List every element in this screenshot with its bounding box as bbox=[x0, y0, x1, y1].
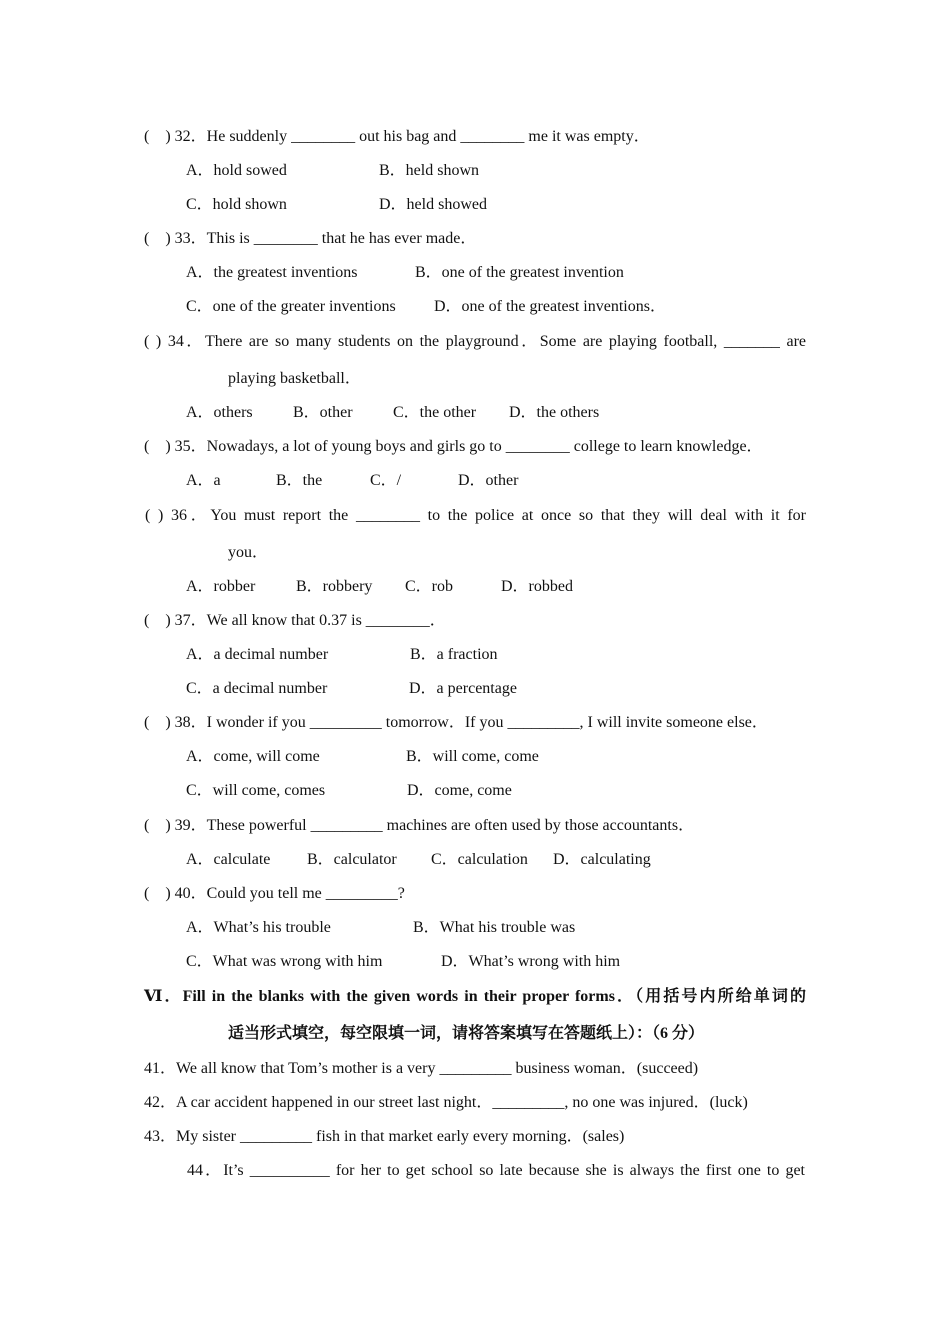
option-a: A．robber bbox=[186, 578, 256, 595]
option-c: C．hold shown bbox=[186, 196, 287, 213]
option-d: D．the others bbox=[509, 404, 600, 421]
option-b: B．a fraction bbox=[410, 646, 498, 663]
option-b: B．robbery bbox=[296, 578, 373, 595]
option-d: D．calculating bbox=[553, 851, 651, 868]
option-c: C．one of the greater inventions bbox=[186, 298, 396, 315]
option-b: B．What his trouble was bbox=[413, 919, 576, 936]
option-c: C．rob bbox=[405, 578, 454, 595]
question-36-continued: you． bbox=[228, 544, 269, 561]
section-heading: Ⅵ．Fill in the blanks with the given words in their proper forms．（用括号内所给单词的 bbox=[144, 988, 806, 1005]
question-35: ( ) 35．Nowadays, a lot of young boys and girls go to ________ college to learn knowledge． bbox=[144, 438, 763, 455]
option-c: C．What was wrong with him bbox=[186, 953, 383, 970]
option-a: A．What’s his trouble bbox=[186, 919, 331, 936]
question-34-continued: playing basketball． bbox=[228, 370, 361, 387]
question-32: ( ) 32．He suddenly ________ out his bag and ________ me it was empty． bbox=[144, 128, 650, 145]
question-40: ( ) 40．Could you tell me _________? bbox=[144, 885, 405, 902]
option-a: A．hold sowed bbox=[186, 162, 287, 179]
question-36: ( ) 36．You must report the ________ to the police at once so that they will deal with it for bbox=[145, 507, 806, 524]
option-c: C．will come, comes bbox=[186, 782, 326, 799]
option-b: B．other bbox=[293, 404, 353, 421]
question-34: ( ) 34．There are so many students on the playground．Some are playing football, _______ are bbox=[144, 333, 806, 350]
option-d: D．a percentage bbox=[409, 680, 517, 697]
section-heading-continued: 适当形式填空，每空限填一词，请将答案填写在答题纸上）：（6 分） bbox=[228, 1025, 705, 1042]
option-d: D．other bbox=[458, 472, 519, 489]
question-37: ( ) 37．We all know that 0.37 is ________． bbox=[144, 612, 446, 629]
option-d: D．What’s wrong with him bbox=[441, 953, 621, 970]
question-33: ( ) 33．This is ________ that he has ever made． bbox=[144, 230, 477, 247]
option-a: A．calculate bbox=[186, 851, 271, 868]
fill-item-44: 44．It’s __________ for her to get school so late because she is always the first one to get bbox=[187, 1162, 805, 1179]
question-39: ( ) 39．These powerful _________ machines are often used by those accountants． bbox=[144, 817, 695, 834]
option-c: C．the other bbox=[393, 404, 477, 421]
option-a: A．a decimal number bbox=[186, 646, 329, 663]
fill-item-41: 41．We all know that Tom’s mother is a very _________ business woman．(succeed) bbox=[144, 1060, 699, 1077]
option-a: A．a bbox=[186, 472, 221, 489]
option-d: D．one of the greatest inventions． bbox=[434, 298, 666, 315]
option-b: B．calculator bbox=[307, 851, 397, 868]
option-d: D．robbed bbox=[501, 578, 573, 595]
question-38: ( ) 38．I wonder if you _________ tomorrow．If you _________, I will invite someone else． bbox=[144, 714, 768, 731]
option-c: C．/ bbox=[370, 472, 402, 489]
option-c: C．calculation bbox=[431, 851, 528, 868]
option-a: A．others bbox=[186, 404, 253, 421]
option-b: B．will come, come bbox=[406, 748, 539, 765]
option-b: B．one of the greatest invention bbox=[415, 264, 624, 281]
fill-item-42: 42．A car accident happened in our street last night．_________, no one was injured．(luck) bbox=[144, 1094, 748, 1111]
option-a: A．come, will come bbox=[186, 748, 320, 765]
option-c: C．a decimal number bbox=[186, 680, 328, 697]
option-b: B．the bbox=[276, 472, 323, 489]
option-d: D．held showed bbox=[379, 196, 487, 213]
option-d: D．come, come bbox=[407, 782, 512, 799]
option-a: A．the greatest inventions bbox=[186, 264, 358, 281]
option-b: B．held shown bbox=[379, 162, 480, 179]
fill-item-43: 43．My sister _________ fish in that market early every morning．(sales) bbox=[144, 1128, 625, 1145]
